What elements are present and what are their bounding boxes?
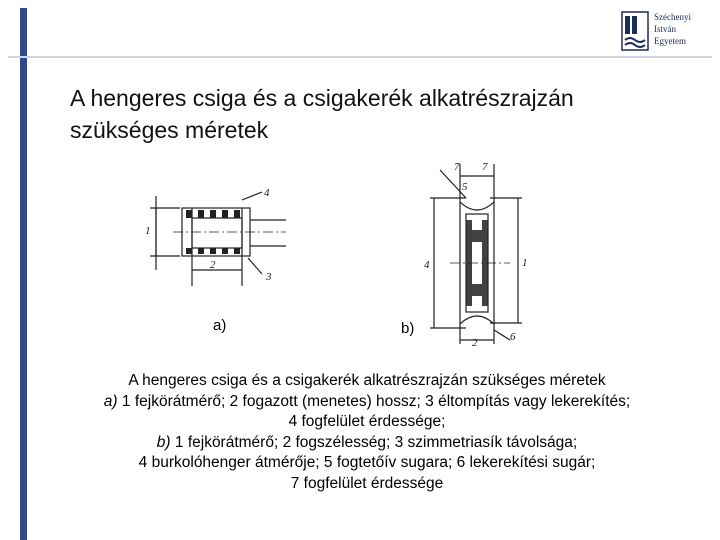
logo-emblem [621,10,651,54]
worm-drawing-a [138,186,288,294]
caption-tag-b: b) [156,433,171,451]
callout-label: 2 [472,337,478,348]
university-logo [621,8,716,58]
worm-wheel-drawing-b [410,158,540,348]
title-line: szükséges méretek [70,117,269,143]
callout-label: 1 [145,225,151,237]
slide-title [70,82,690,146]
callout-label: 7 [454,161,460,173]
caption-text: 1 fejkörátmérő; 2 fogszélesség; 3 szimmetriasík távolsága; [174,433,578,451]
logo-text-line: István [654,24,676,34]
caption-text: 1 fejkörátmérő; 2 fogazott (menetes) hossz; 3 éltompítás vagy lekerekítés; [121,392,631,410]
header-rule [8,56,712,58]
callout-label: 4 [264,187,270,199]
logo-text-line: Széchenyi [654,12,691,22]
figure-caption [40,371,694,494]
caption-text: 4 burkolóhenger átmérője; 5 fogtetőív sugara; 6 lekerekítési sugár; [138,454,596,471]
caption-tag-a: a) [103,392,118,410]
callout-label: 1 [522,257,528,269]
caption-text: 4 fogfelület érdessége; [288,413,446,430]
callout-label: 5 [462,181,468,193]
title-line: A hengeres csiga és a csigakerék alkatrészrajzán [70,85,574,111]
caption-heading: A hengeres csiga és a csigakerék alkatrészrajzán szükséges méretek [128,372,606,389]
logo-text-line: Egyetem [654,36,686,46]
callout-label: 7 [482,161,488,173]
caption-line [40,433,694,454]
callout-label: 4 [424,259,430,271]
caption-line [40,392,694,413]
caption-text: 7 fogfelület érdessége [290,474,444,492]
figure-label-a: a) [213,317,227,334]
accent-bar [20,8,27,540]
callout-label: 3 [266,271,272,283]
callout-label: 6 [510,331,516,343]
callout-label: 2 [210,259,216,271]
figure-label-b: b) [401,320,415,337]
